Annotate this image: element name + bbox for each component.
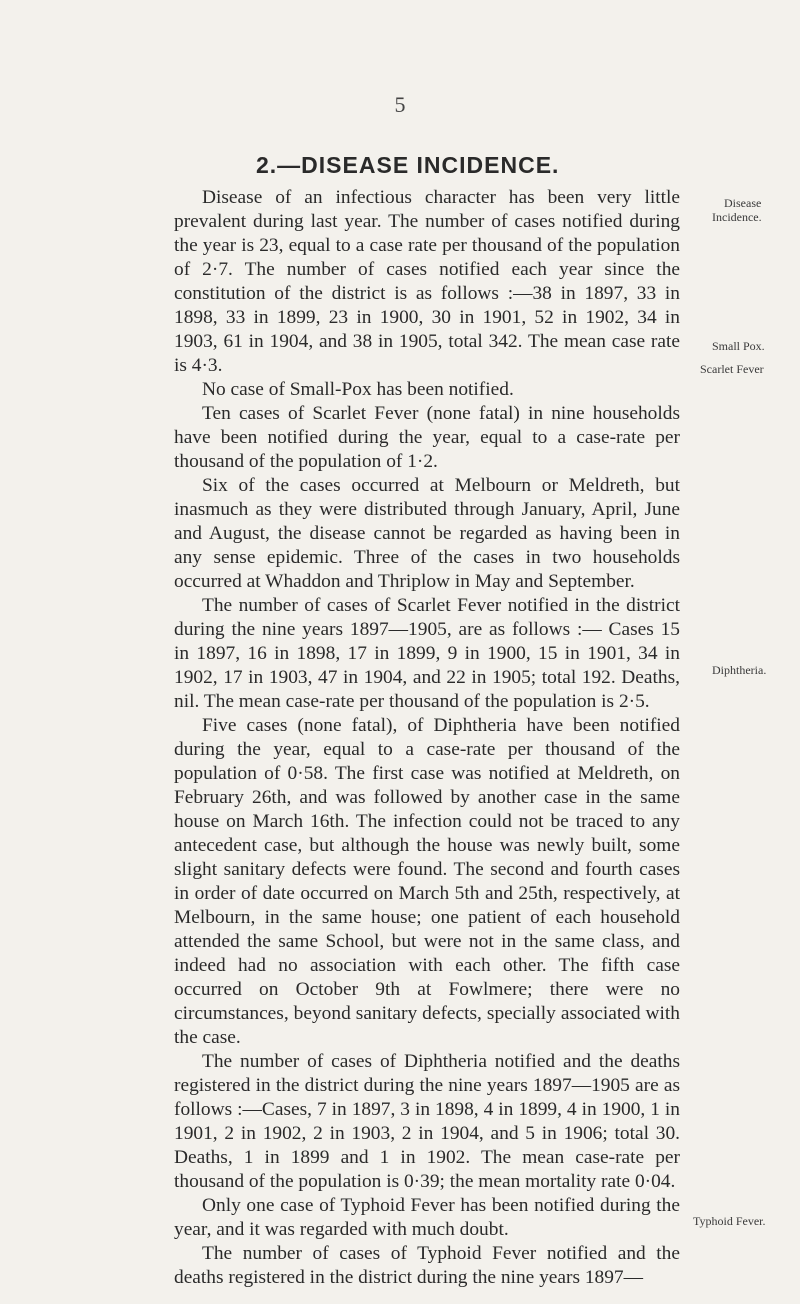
margin-note-scarlet-fever: Scarlet Fever [700, 362, 764, 376]
paragraph-diphtheria-statistics: The number of cases of Diphtheria notified and the deaths registered in the district during the nine years 1897—1905 are as follows :—Cases, 7 in 1897, 3 in 1898, 4 in 1899, 4 in 1900, 1 in 1901, 2 in 1902, 2 in 1903, 2 in 1904, and 5 in 1906; total 30. Deaths, 1 in 1899 and 1 in 1902. The mean case-rate per thousand of the population is 0·39; the mean mortality rate 0·04. [174, 1051, 680, 1192]
paragraph-scarlet-distribution: Six of the cases occurred at Melbourn or Meldreth, but inasmuch as they were distributed through January, April, June and August, the disease cannot be regarded as having been in any sense epidemic. Three of the cases in two households occurred at Whaddon and Thriplow in May and September. [174, 475, 680, 592]
margin-note-disease-line: Disease [724, 196, 762, 210]
margin-note-typhoid-fever: Typhoid Fever. [693, 1214, 766, 1228]
paragraph-typhoid-fever: Only one case of Typhoid Fever has been notified during the year, and it was regarded with much doubt. [174, 1195, 680, 1240]
margin-note-disease-incidence [712, 196, 762, 224]
paragraph-typhoid-statistics: The number of cases of Typhoid Fever notified and the deaths registered in the district during the nine years 1897— [174, 1243, 680, 1288]
paragraph-diphtheria: Five cases (none fatal), of Diphtheria have been notified during the year, equal to a case-rate per thousand of the population of 0·58. The first case was notified at Meldreth, on February 26th, and was followed by another case in the same house on March 16th. The infection could not be traced to any antecedent case, but although the house was newly built, some slight sanitary defects were found. The second and fourth cases in order of date occurred on March 5th and 25th, respectively, at Melbourn, in the same house; one patient of each household attended the same School, but were not in the same class, and indeed had no association with each other. The fifth case occurred on October 9th at Fowlmere; there were no circumstances, beyond sanitary defects, specially associated with the case. [174, 715, 680, 1048]
margin-note-small-pox: Small Pox. [712, 339, 765, 353]
margin-note-incidence-line: Incidence. [712, 210, 762, 224]
margin-note-diphtheria: Diphtheria. [712, 663, 767, 677]
paragraph-disease-incidence: Disease of an infectious character has been very little prevalent during last year. The number of cases notified during the year is 23, equal to a case rate per thousand of the population of 2·7. The number of cases notified each year since the constitution of the district is as follows :—38 in 1897, 33 in 1898, 33 in 1899, 23 in 1900, 30 in 1901, 52 in 1902, 34 in 1903, 61 in 1904, and 38 in 1905, total 342. The mean case rate is 4·3. [174, 187, 680, 376]
paragraph-scarlet-fever: Ten cases of Scarlet Fever (none fatal) in nine households have been notified during the year, equal to a case-rate per thousand of the population of 1·2. [174, 403, 680, 472]
body-text [174, 186, 680, 1290]
paragraph-scarlet-statistics: The number of cases of Scarlet Fever notified in the district during the nine years 1897—1905, are as follows :— Cases 15 in 1897, 16 in 1898, 17 in 1899, 9 in 1900, 15 in 1901, 34 in 1902, 17 in 1903, 47 in 1904, and 22 in 1905; total 192. Deaths, nil. The mean case-rate per thousand of the population is 2·5. [174, 595, 680, 712]
page-number: 5 [394, 92, 406, 117]
section-heading: 2.—DISEASE INCIDENCE. [256, 152, 560, 178]
paragraph-small-pox: No case of Small-Pox has been notified. [202, 379, 514, 400]
